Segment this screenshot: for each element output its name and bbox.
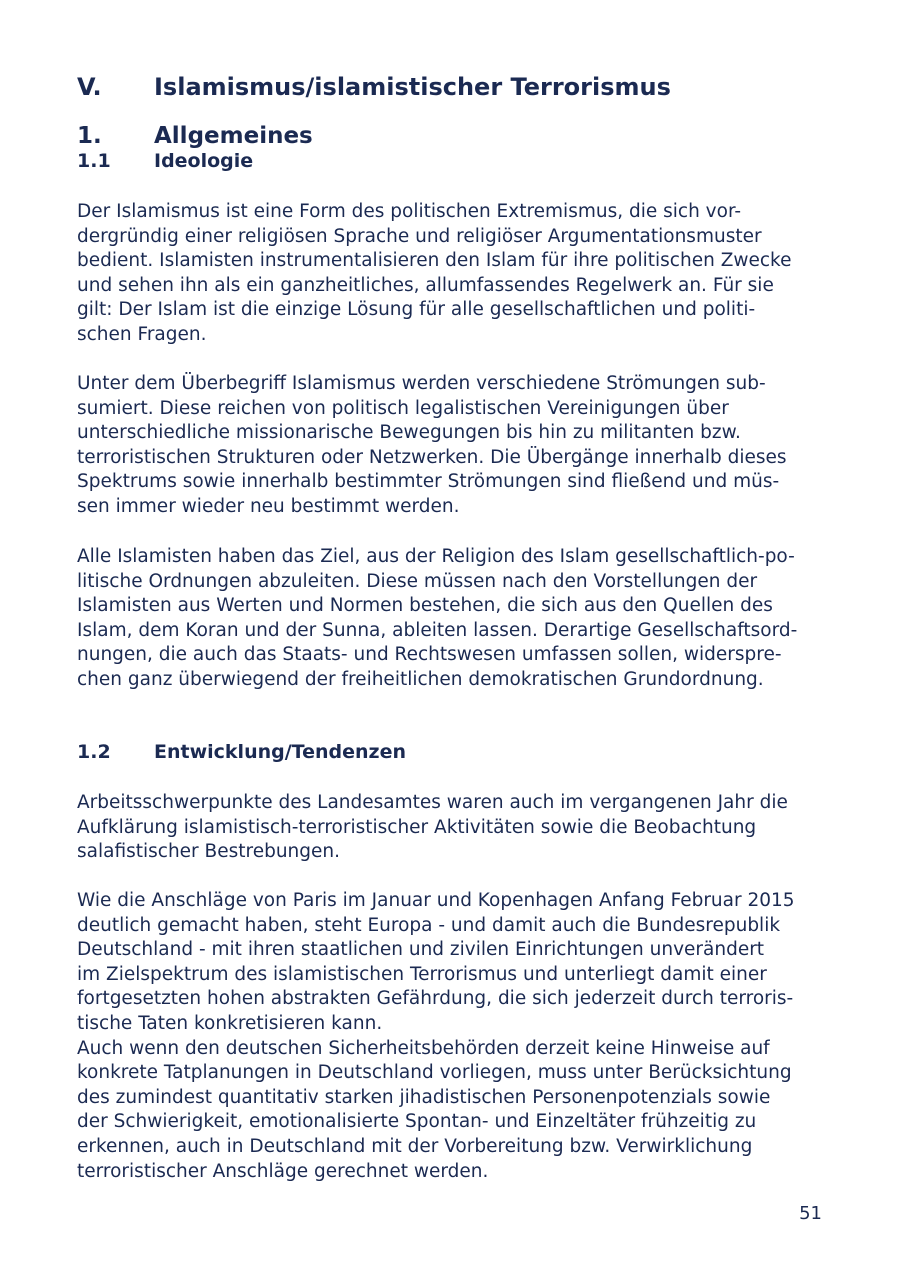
- text-line: schen Fragen.: [77, 323, 207, 345]
- subsection-title: Ideologie: [154, 150, 254, 172]
- text-line: salafistischer Bestrebungen.: [77, 841, 341, 863]
- text-line: deutlich gemacht haben, steht Europa - und damit auch die Bundesrepublik: [77, 914, 781, 936]
- text-line: Spektrums sowie innerhalb bestimmter Strömungen sind fließend und müs-: [77, 471, 780, 493]
- text-line: Islamisten aus Werten und Normen bestehen, die sich aus den Quellen des: [77, 595, 773, 617]
- text-line: sen immer wieder neu bestimmt werden.: [77, 495, 460, 517]
- text-line: unterschiedliche missionarische Bewegungen bis hin zu militanten bzw.: [77, 422, 741, 444]
- text-line: chen ganz überwiegend der freiheitlichen demokratischen Grundordnung.: [77, 668, 764, 690]
- subsection-number: 1.1: [77, 150, 111, 172]
- paragraph-ideologie-1: [77, 200, 837, 348]
- section-title: Allgemeines: [154, 123, 313, 149]
- text-line: konkrete Tatplanungen in Deutschland vorliegen, muss unter Berücksichtung: [77, 1062, 792, 1084]
- text-line: bedient. Islamisten instrumentalisieren den Islam für ihre politischen Zwecke: [77, 250, 792, 272]
- text-line: litische Ordnungen abzuleiten. Diese müssen nach den Vorstellungen der: [77, 570, 758, 592]
- text-line: dergründig einer religiösen Sprache und religiöser Argumentationsmuster: [77, 225, 762, 247]
- subsection-title: Entwicklung/Tendenzen: [154, 741, 406, 763]
- paragraph-entwicklung-1: [77, 791, 837, 865]
- text-line: terroristischen Strukturen oder Netzwerken. Die Übergänge innerhalb dieses: [77, 446, 787, 468]
- paragraph-entwicklung-2: [77, 889, 837, 1184]
- text-line: Wie die Anschläge von Paris im Januar und Kopenhagen Anfang Februar 2015: [77, 890, 795, 911]
- text-line: Der Islamismus ist eine Form des politischen Extremismus, die sich vor-: [77, 201, 742, 222]
- paragraph-ideologie-3: [77, 545, 837, 693]
- text-line: erkennen, auch in Deutschland mit der Vorbereitung bzw. Verwirklichung: [77, 1135, 753, 1157]
- text-line: sumiert. Diese reichen von politisch legalistischen Vereinigungen über: [77, 397, 729, 419]
- text-line: Alle Islamisten haben das Ziel, aus der Religion des Islam gesellschaftlich-po-: [77, 546, 795, 567]
- text-line: und sehen ihn als ein ganzheitliches, allumfassendes Regelwerk an. Für sie: [77, 274, 774, 296]
- text-line: im Zielspektrum des islamistischen Terrorismus und unterliegt damit einer: [77, 963, 767, 985]
- text-line: des zumindest quantitativ starken jihadistischen Personenpotenzials sowie: [77, 1086, 771, 1108]
- text-line: nungen, die auch das Staats- und Rechtswesen umfassen sollen, widerspre-: [77, 644, 782, 666]
- page-number: 51: [799, 1203, 822, 1224]
- text-line: Unter dem Überbegriff Islamismus werden verschiedene Strömungen sub-: [77, 373, 766, 394]
- text-line: Aufklärung islamistisch-terroristischer Aktivitäten sowie die Beobachtung: [77, 816, 757, 838]
- chapter-title: Islamismus/islamistischer Terrorismus: [154, 73, 671, 101]
- text-line: Arbeitsschwerpunkte des Landesamtes waren auch im vergangenen Jahr die: [77, 792, 788, 813]
- chapter-number: V.: [77, 73, 102, 101]
- text-line: der Schwierigkeit, emotionalisierte Spontan- und Einzeltäter frühzeitig zu: [77, 1111, 757, 1133]
- text-line: fortgesetzten hohen abstrakten Gefährdung, die sich jederzeit durch terroris-: [77, 988, 794, 1010]
- text-line: tische Taten konkretisieren kann.: [77, 1012, 383, 1034]
- text-line: Auch wenn den deutschen Sicherheitsbehörden derzeit keine Hinweise auf: [77, 1037, 770, 1059]
- text-line: terroristischer Anschläge gerechnet werden.: [77, 1160, 489, 1182]
- paragraph-ideologie-2: [77, 372, 837, 520]
- text-line: gilt: Der Islam ist die einzige Lösung für alle gesellschaftlichen und politi-: [77, 299, 756, 321]
- section-number: 1.: [77, 123, 102, 149]
- subsection-number: 1.2: [77, 741, 111, 763]
- text-line: Deutschland - mit ihren staatlichen und zivilen Einrichtungen unverändert: [77, 939, 765, 961]
- text-line: Islam, dem Koran und der Sunna, ableiten lassen. Derartige Gesellschaftsord-: [77, 619, 798, 641]
